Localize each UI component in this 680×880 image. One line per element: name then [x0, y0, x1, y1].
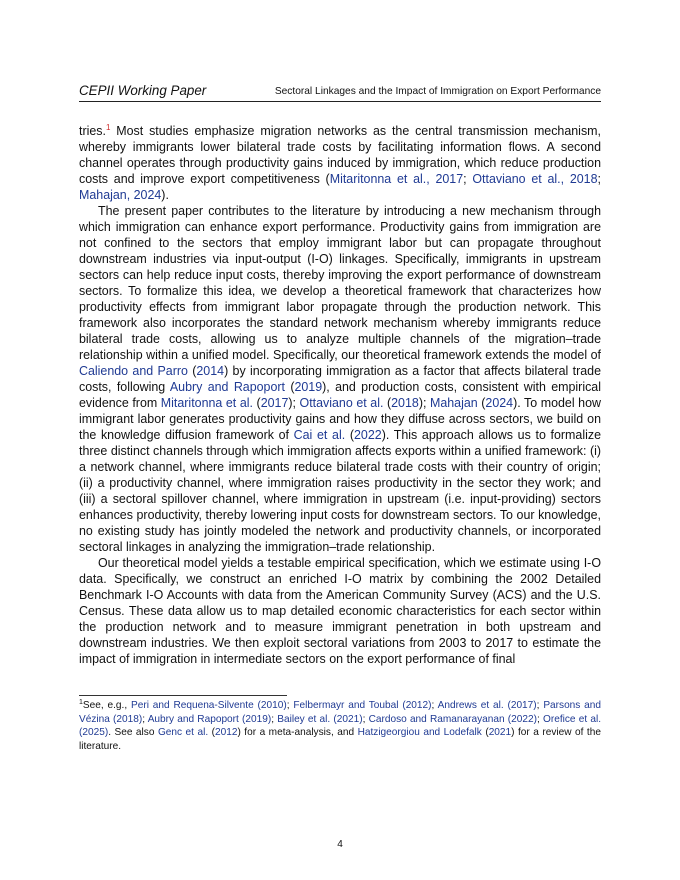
citation-link[interactable]: Andrews et al. (2017)	[437, 700, 537, 711]
citation-link[interactable]: 2024	[485, 396, 514, 410]
citation-link[interactable]: Bailey et al. (2021)	[277, 713, 363, 725]
text-run: ;	[362, 713, 369, 725]
text-run: (	[477, 396, 486, 410]
text-run: ). This approach allows us to formalize three distinct channels through which immigration affects exports within a unified framework: (i) a network channel, where immigrants reduce bilateral trade costs with their country of origin; (ii) a productivity channel, where immigration raises productivity in the sector they work; and (iii) a sectoral spillover channel, where immigration in upstream (i.e. input-providing) sectors enhances productivity, thereby lowering input costs for downstream sectors. To our knowledge, no existing study has jointly modeled the network and productivity channels, or incorporated sectoral linkages in analyzing the immigration–trade relationship.	[79, 428, 601, 554]
citation-link[interactable]: 2018	[391, 396, 419, 410]
citation-link[interactable]: Orefice et al. (2025)	[79, 713, 602, 738]
main-text	[79, 123, 601, 667]
citation-link[interactable]: 2012	[214, 727, 238, 738]
page-number: 4	[337, 839, 343, 850]
citation-link[interactable]: Peri and Requena-Silvente (2010)	[130, 700, 287, 711]
citation-link[interactable]: 2017	[260, 396, 289, 410]
citation-link[interactable]: Mitaritonna et al., 2017	[329, 172, 464, 186]
running-header	[79, 83, 601, 102]
text-run: ;	[431, 700, 438, 711]
text-run: (	[187, 364, 197, 378]
citation-link[interactable]: Cai et al.	[293, 428, 346, 442]
citation-link[interactable]: Felbermayr and Toubal (2012)	[293, 700, 432, 711]
citation-link[interactable]: Aubry and Rapoport (2019)	[147, 713, 272, 725]
citation-link[interactable]: Mahajan, 2024	[79, 188, 162, 202]
footnote-marker[interactable]: 1	[105, 123, 111, 132]
text-run: ;	[142, 713, 148, 725]
citation-link[interactable]: Cardoso and Ramanarayanan (2022)	[368, 713, 537, 725]
paper-title: Sectoral Linkages and the Impact of Immigration on Export Performance	[274, 86, 601, 97]
text-run: ;	[537, 713, 544, 725]
text-run: ;	[536, 700, 544, 711]
text-run: ;	[597, 172, 601, 186]
citation-link[interactable]: 2022	[354, 428, 382, 442]
citation-link[interactable]: 2014	[196, 364, 225, 378]
text-run: ;	[286, 700, 294, 711]
series-title: CEPII Working Paper	[79, 83, 207, 98]
text-run: ) for a review of the literature.	[79, 727, 601, 752]
paragraph-2	[79, 203, 601, 555]
text-run: );	[288, 396, 300, 410]
footnote-number: 1	[79, 699, 83, 706]
citation-link[interactable]: Mahajan	[429, 396, 478, 410]
text-run: The present paper contributes to the literature by introducing a new mechanism through which immigration can enhance export performance. Productivity gains from immigration are not confined to the sectors that employ immigrant labor but can propagate throughout downstream industries via input-output (I-O) linkages. Specifically, immigrants in upstream sectors can help reduce input costs, thereby improving the export performance of downstream sectors. To formalize this idea, we develop a theoretical framework that characterizes how productivity effects from immigrant labor propagate through the production network. This framework also incorporates the standard network mechanism whereby immigrants reduce bilateral trade costs, allowing us to analyze multiple channels of the migration–trade relationship within a unified model. Specifically, our theoretical framework extends the model of	[79, 204, 601, 362]
text-run: Most studies emphasize migration networks as the central transmission mechanism, whereby immigrants lower bilateral trade costs by facilitating information flows. A second channel operates through productivity gains induced by immigration, which reduce production costs and improve export competitiveness (	[79, 124, 601, 186]
text-run: ).	[161, 188, 169, 202]
text-run: (	[383, 396, 392, 410]
text-run: . See also	[108, 727, 158, 738]
citation-link[interactable]: Hatzigeorgiou and Lodefalk	[357, 727, 482, 738]
citation-link[interactable]: Caliendo and Parro	[79, 364, 188, 378]
paragraph-1	[79, 123, 601, 203]
text-run: (	[208, 727, 215, 738]
citation-link[interactable]: Ottaviano et al.	[299, 396, 384, 410]
footnote-rule	[79, 695, 287, 696]
citation-link[interactable]: Mitaritonna et al.	[160, 396, 253, 410]
text-run: ). To model how immigrant labor generates productivity gains and how they diffuse across sectors, we build on the knowledge diffusion framework of	[79, 396, 601, 442]
text-run: ;	[463, 172, 473, 186]
citation-link[interactable]: Aubry and Rapoport	[169, 380, 285, 394]
text-run: (	[252, 396, 261, 410]
text-run: (	[481, 727, 489, 738]
footnote-1	[79, 699, 601, 753]
citation-link[interactable]: Genc et al.	[157, 727, 209, 738]
citation-link[interactable]: Parsons and Vézina (2018)	[79, 700, 602, 725]
text-run: ;	[271, 713, 278, 725]
citation-link[interactable]: Ottaviano et al., 2018	[472, 172, 598, 186]
text-run: );	[418, 396, 430, 410]
text-run: tries.	[79, 124, 106, 138]
text-run: (	[284, 380, 295, 394]
text-run: Our theoretical model yields a testable empirical specification, which we estimate using I-O data. Specifically, we construct an enriched I-O matrix by combining the 2002 Detailed Benchmark I-O Accounts with data from the American Community Survey (ACS) and the U.S. Census. These data allow us to map detailed economic characteristics for each sector within the production network and to measure immigrant penetration in both upstream and downstream industries. We then exploit sectoral variations from 2003 to 2017 to estimate the impact of immigration in intermediate sectors on the export performance of final	[79, 556, 601, 666]
text-run: (	[345, 428, 355, 442]
citation-link[interactable]: 2019	[294, 380, 323, 394]
text-run: ) for a meta-analysis, and	[237, 727, 358, 738]
citation-link[interactable]: 2021	[488, 727, 512, 738]
paragraph-3	[79, 555, 601, 667]
text-run: See, e.g.,	[82, 700, 131, 711]
text-run: ) by incorporating immigration as a factor that affects bilateral trade costs, following	[79, 364, 601, 394]
text-run: ), and production costs, consistent with empirical evidence from	[79, 380, 601, 410]
